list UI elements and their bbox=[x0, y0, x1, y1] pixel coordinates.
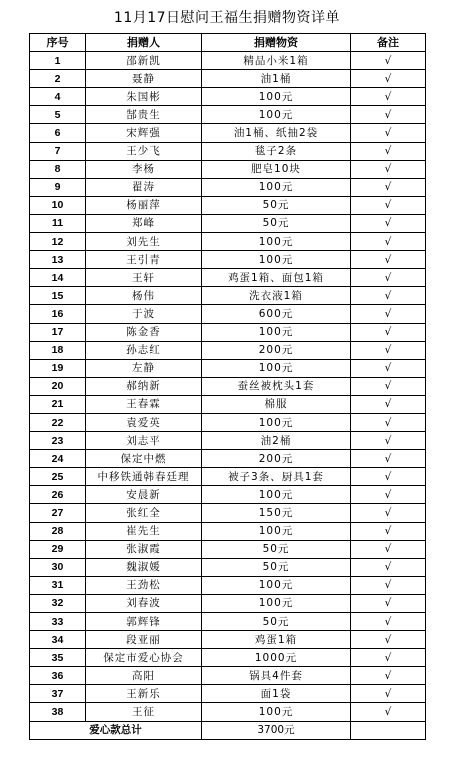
donor-name: 魏淑媛 bbox=[86, 558, 202, 576]
donor-name: 中移铁通韩春廷理 bbox=[86, 468, 202, 486]
row-number: 2 bbox=[30, 70, 86, 88]
table-row bbox=[30, 214, 426, 232]
table-row bbox=[30, 377, 426, 395]
row-number: 14 bbox=[30, 269, 86, 287]
donation-item: 200元 bbox=[202, 450, 351, 468]
row-number: 7 bbox=[30, 142, 86, 160]
donor-name: 郑峰 bbox=[86, 214, 202, 232]
donation-item: 油2桶 bbox=[202, 432, 351, 450]
table-row bbox=[30, 178, 426, 196]
table-row bbox=[30, 88, 426, 106]
check-mark: √ bbox=[351, 287, 426, 305]
table-row bbox=[30, 251, 426, 269]
check-mark: √ bbox=[351, 685, 426, 703]
row-number: 8 bbox=[30, 160, 86, 178]
header-no: 序号 bbox=[30, 34, 86, 52]
donation-item: 洗衣液1箱 bbox=[202, 287, 351, 305]
row-number: 35 bbox=[30, 649, 86, 667]
donor-name: 袁爱英 bbox=[86, 413, 202, 431]
row-number: 6 bbox=[30, 124, 86, 142]
table-row bbox=[30, 685, 426, 703]
donation-table bbox=[29, 33, 426, 740]
donation-item: 毯子2条 bbox=[202, 142, 351, 160]
check-mark: √ bbox=[351, 88, 426, 106]
check-mark: √ bbox=[351, 631, 426, 649]
table-row bbox=[30, 160, 426, 178]
donation-item: 100元 bbox=[202, 594, 351, 612]
table-row bbox=[30, 52, 426, 70]
table-row bbox=[30, 287, 426, 305]
table-row bbox=[30, 468, 426, 486]
row-number: 28 bbox=[30, 522, 86, 540]
row-number: 23 bbox=[30, 432, 86, 450]
check-mark: √ bbox=[351, 432, 426, 450]
donation-item: 精品小米1箱 bbox=[202, 52, 351, 70]
row-number: 32 bbox=[30, 594, 86, 612]
donation-item: 100元 bbox=[202, 88, 351, 106]
check-mark: √ bbox=[351, 233, 426, 251]
row-number: 30 bbox=[30, 558, 86, 576]
donation-item: 蚕丝被枕头1套 bbox=[202, 377, 351, 395]
donation-item: 50元 bbox=[202, 214, 351, 232]
header-item: 捐赠物资 bbox=[202, 34, 351, 52]
donation-item: 50元 bbox=[202, 196, 351, 214]
donation-item: 100元 bbox=[202, 703, 351, 721]
donation-item: 鸡蛋1箱 bbox=[202, 631, 351, 649]
header-donor: 捐赠人 bbox=[86, 34, 202, 52]
total-label: 爱心款总计 bbox=[30, 721, 202, 739]
table-row bbox=[30, 341, 426, 359]
table-row bbox=[30, 540, 426, 558]
table-row bbox=[30, 142, 426, 160]
donation-item: 油1桶、纸抽2袋 bbox=[202, 124, 351, 142]
row-number: 27 bbox=[30, 504, 86, 522]
row-number: 22 bbox=[30, 413, 86, 431]
table-row bbox=[30, 395, 426, 413]
donation-item: 100元 bbox=[202, 106, 351, 124]
total-value: 3700元 bbox=[202, 721, 351, 739]
table-row bbox=[30, 486, 426, 504]
donor-name: 宋辉强 bbox=[86, 124, 202, 142]
donor-name: 郜贵生 bbox=[86, 106, 202, 124]
check-mark: √ bbox=[351, 576, 426, 594]
donor-name: 左静 bbox=[86, 359, 202, 377]
row-number: 24 bbox=[30, 450, 86, 468]
row-number: 29 bbox=[30, 540, 86, 558]
check-mark: √ bbox=[351, 70, 426, 88]
row-number: 9 bbox=[30, 178, 86, 196]
table-row bbox=[30, 305, 426, 323]
check-mark: √ bbox=[351, 468, 426, 486]
check-mark: √ bbox=[351, 649, 426, 667]
table-row bbox=[30, 70, 426, 88]
check-mark: √ bbox=[351, 106, 426, 124]
table-row bbox=[30, 649, 426, 667]
row-number: 26 bbox=[30, 486, 86, 504]
table-row bbox=[30, 504, 426, 522]
row-number: 37 bbox=[30, 685, 86, 703]
row-number: 13 bbox=[30, 251, 86, 269]
donor-name: 刘春波 bbox=[86, 594, 202, 612]
donation-item: 鸡蛋1箱、面包1箱 bbox=[202, 269, 351, 287]
donor-name: 张淑霞 bbox=[86, 540, 202, 558]
table-row bbox=[30, 703, 426, 721]
table-row bbox=[30, 613, 426, 631]
donor-name: 刘先生 bbox=[86, 233, 202, 251]
row-number: 36 bbox=[30, 667, 86, 685]
row-number: 12 bbox=[30, 233, 86, 251]
donor-name: 于波 bbox=[86, 305, 202, 323]
donor-name: 朱国彬 bbox=[86, 88, 202, 106]
table-row bbox=[30, 450, 426, 468]
donor-name: 高阳 bbox=[86, 667, 202, 685]
table-row bbox=[30, 359, 426, 377]
row-number: 17 bbox=[30, 323, 86, 341]
donor-name: 王轩 bbox=[86, 269, 202, 287]
check-mark: √ bbox=[351, 667, 426, 685]
donor-name: 孙志红 bbox=[86, 341, 202, 359]
check-mark: √ bbox=[351, 558, 426, 576]
check-mark: √ bbox=[351, 52, 426, 70]
check-mark: √ bbox=[351, 413, 426, 431]
donor-name: 王引青 bbox=[86, 251, 202, 269]
donor-name: 王春霖 bbox=[86, 395, 202, 413]
donation-item: 600元 bbox=[202, 305, 351, 323]
row-number: 11 bbox=[30, 214, 86, 232]
row-number: 1 bbox=[30, 52, 86, 70]
donation-item: 150元 bbox=[202, 504, 351, 522]
donor-name: 翟涛 bbox=[86, 178, 202, 196]
donor-name: 张红全 bbox=[86, 504, 202, 522]
row-number: 34 bbox=[30, 631, 86, 649]
table-row bbox=[30, 576, 426, 594]
donation-item: 100元 bbox=[202, 576, 351, 594]
table-row bbox=[30, 558, 426, 576]
table-row bbox=[30, 631, 426, 649]
donation-item: 棉服 bbox=[202, 395, 351, 413]
donation-item: 50元 bbox=[202, 558, 351, 576]
check-mark: √ bbox=[351, 594, 426, 612]
donor-name: 杨伟 bbox=[86, 287, 202, 305]
table-row bbox=[30, 196, 426, 214]
donation-item: 100元 bbox=[202, 178, 351, 196]
check-mark: √ bbox=[351, 504, 426, 522]
donation-item: 100元 bbox=[202, 251, 351, 269]
check-mark: √ bbox=[351, 251, 426, 269]
donation-item: 面1袋 bbox=[202, 685, 351, 703]
table-row bbox=[30, 323, 426, 341]
donor-name: 刘志平 bbox=[86, 432, 202, 450]
check-mark: √ bbox=[351, 196, 426, 214]
check-mark: √ bbox=[351, 124, 426, 142]
table-row bbox=[30, 594, 426, 612]
row-number: 20 bbox=[30, 377, 86, 395]
check-mark: √ bbox=[351, 703, 426, 721]
table-row bbox=[30, 432, 426, 450]
table-row bbox=[30, 106, 426, 124]
check-mark: √ bbox=[351, 359, 426, 377]
donor-name: 段亚丽 bbox=[86, 631, 202, 649]
donor-name: 王少飞 bbox=[86, 142, 202, 160]
donor-name: 保定市爱心协会 bbox=[86, 649, 202, 667]
donation-item: 油1桶 bbox=[202, 70, 351, 88]
table-row bbox=[30, 269, 426, 287]
total-row bbox=[30, 721, 426, 739]
donation-item: 被子3条、厨具1套 bbox=[202, 468, 351, 486]
check-mark: √ bbox=[351, 450, 426, 468]
check-mark: √ bbox=[351, 522, 426, 540]
check-mark: √ bbox=[351, 323, 426, 341]
check-mark: √ bbox=[351, 341, 426, 359]
page-title: 11月17日慰问王福生捐赠物资详单 bbox=[113, 10, 341, 26]
row-number: 33 bbox=[30, 613, 86, 631]
donor-name: 聂静 bbox=[86, 70, 202, 88]
table-row bbox=[30, 413, 426, 431]
check-mark: √ bbox=[351, 377, 426, 395]
check-mark: √ bbox=[351, 178, 426, 196]
donation-item: 200元 bbox=[202, 341, 351, 359]
donation-item: 100元 bbox=[202, 233, 351, 251]
check-mark: √ bbox=[351, 160, 426, 178]
check-mark: √ bbox=[351, 395, 426, 413]
donation-item: 锅具4件套 bbox=[202, 667, 351, 685]
donor-name: 王新乐 bbox=[86, 685, 202, 703]
donor-name: 保定中燃 bbox=[86, 450, 202, 468]
check-mark: √ bbox=[351, 269, 426, 287]
row-number: 25 bbox=[30, 468, 86, 486]
check-mark: √ bbox=[351, 214, 426, 232]
check-mark: √ bbox=[351, 613, 426, 631]
header-note: 备注 bbox=[351, 34, 426, 52]
donor-name: 王劲松 bbox=[86, 576, 202, 594]
row-number: 4 bbox=[30, 88, 86, 106]
donor-name: 郝纳新 bbox=[86, 377, 202, 395]
table-row bbox=[30, 233, 426, 251]
donation-item: 100元 bbox=[202, 323, 351, 341]
check-mark: √ bbox=[351, 540, 426, 558]
donor-name: 陈金香 bbox=[86, 323, 202, 341]
row-number: 18 bbox=[30, 341, 86, 359]
donation-item: 50元 bbox=[202, 613, 351, 631]
check-mark: √ bbox=[351, 142, 426, 160]
donation-item: 1000元 bbox=[202, 649, 351, 667]
total-note bbox=[351, 721, 426, 739]
donation-item: 100元 bbox=[202, 486, 351, 504]
donation-item: 肥皂10块 bbox=[202, 160, 351, 178]
check-mark: √ bbox=[351, 305, 426, 323]
donor-name: 邵新凯 bbox=[86, 52, 202, 70]
row-number: 38 bbox=[30, 703, 86, 721]
row-number: 16 bbox=[30, 305, 86, 323]
donor-name: 郭辉锋 bbox=[86, 613, 202, 631]
check-mark: √ bbox=[351, 486, 426, 504]
row-number: 15 bbox=[30, 287, 86, 305]
row-number: 10 bbox=[30, 196, 86, 214]
donation-item: 100元 bbox=[202, 413, 351, 431]
donation-item: 50元 bbox=[202, 540, 351, 558]
table-row bbox=[30, 522, 426, 540]
table-row bbox=[30, 667, 426, 685]
donor-name: 安晨新 bbox=[86, 486, 202, 504]
row-number: 19 bbox=[30, 359, 86, 377]
header-row bbox=[30, 34, 426, 52]
donor-name: 王征 bbox=[86, 703, 202, 721]
table-row bbox=[30, 124, 426, 142]
donation-item: 100元 bbox=[202, 359, 351, 377]
donor-name: 杨丽萍 bbox=[86, 196, 202, 214]
donor-name: 李杨 bbox=[86, 160, 202, 178]
donor-name: 崔先生 bbox=[86, 522, 202, 540]
row-number: 31 bbox=[30, 576, 86, 594]
row-number: 5 bbox=[30, 106, 86, 124]
donation-item: 100元 bbox=[202, 522, 351, 540]
row-number: 21 bbox=[30, 395, 86, 413]
